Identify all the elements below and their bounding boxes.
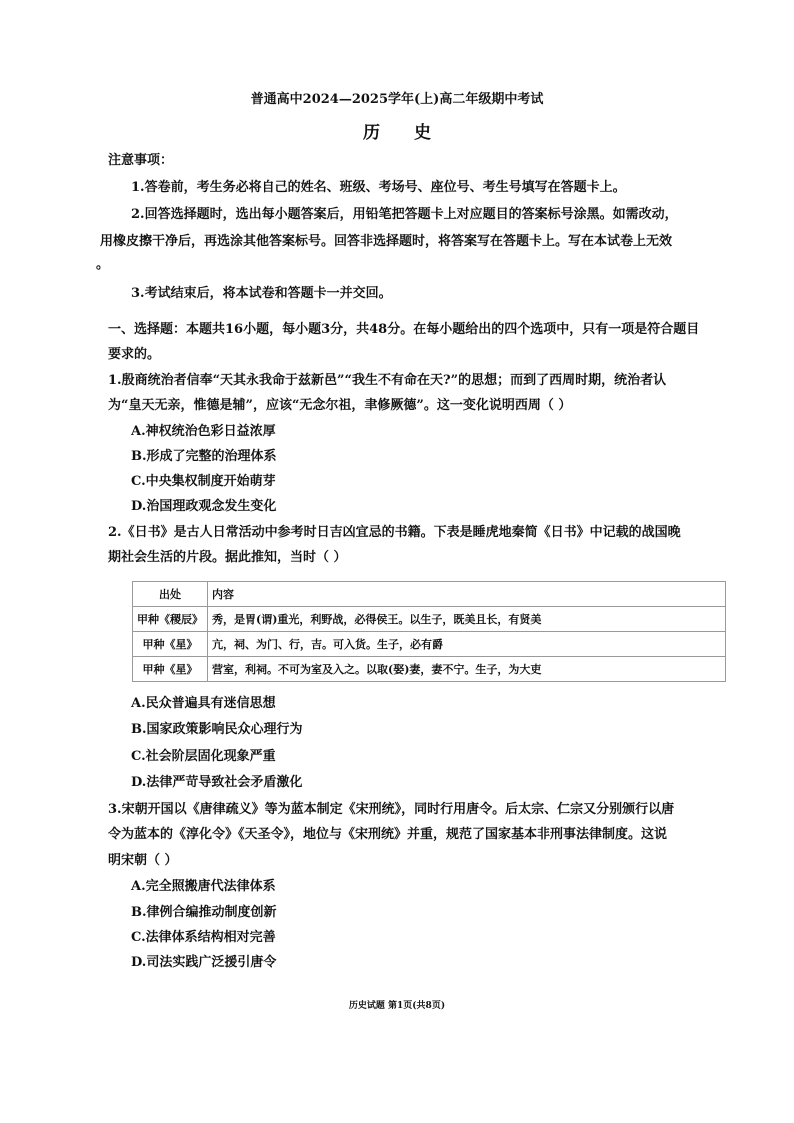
question-2-table	[132, 581, 726, 682]
table-cell-content: 营室，利祠。不可为室及入之。以取(娶)妻，妻不宁。生子，为大吏	[208, 657, 726, 682]
notice-item-2-line-3: 。	[96, 257, 110, 272]
table-cell-source: 甲种《稷辰》	[133, 607, 208, 632]
table-row	[133, 607, 726, 632]
question-1-stem-line-1: 1.殷商统治者信奉“天其永我命于兹新邑”“我生不有命在天?”的思想；而到了西周时期，统治者认	[108, 373, 667, 388]
question-2-option-b: B.国家政策影响民众心理行为	[131, 722, 303, 737]
question-1-option-d: D.治国理政观念发生变化	[131, 499, 277, 514]
question-3-option-d: D.司法实践广泛援引唐令	[131, 955, 277, 970]
page-footer: 历史试题 第1页(共8页)	[348, 1001, 446, 1011]
table-row	[133, 632, 726, 657]
question-1-stem-line-2: 为“皇天无亲，惟德是辅”，应该“无念尔祖，聿修厥德”。这一变化说明西周（ ）	[108, 398, 572, 413]
table-header-content: 内容	[208, 582, 726, 607]
notice-item-1: 1.答卷前，考生务必将自己的姓名、班级、考场号、座位号、考生号填写在答题卡上。	[131, 180, 626, 195]
question-2-option-a: A.民众普遍具有迷信思想	[131, 696, 276, 711]
question-1-option-a: A.神权统治色彩日益浓厚	[131, 424, 276, 439]
table-cell-source: 甲种《星》	[133, 632, 208, 657]
question-3-stem-line-2: 令为蓝本的《淳化令》《天圣令》，地位与《宋刑统》并重，规范了国家基本非刑事法律制度。这说	[108, 827, 668, 842]
notice-item-3: 3.考试结束后，将本试卷和答题卡一并交回。	[131, 286, 392, 301]
question-3-stem-line-1: 3.宋朝开国以《唐律疏义》等为蓝本制定《宋刑统》，同时行用唐令。后太宗、仁宗又分别颁行以唐	[108, 802, 675, 817]
question-1-option-c: C.中央集权制度开始萌芽	[131, 474, 276, 489]
table-header-source: 出处	[133, 582, 208, 607]
table-cell-content: 亢，祠、为门、行，吉。可入货。生子，必有爵	[208, 632, 726, 657]
exam-title: 普通高中2024—2025学年(上)高二年级期中考试	[250, 92, 544, 107]
question-2-option-d: D.法律严苛导致社会矛盾激化	[131, 775, 303, 790]
question-2-option-c: C.社会阶层固化现象严重	[131, 749, 276, 764]
question-2-stem-line-2: 期社会生活的片段。据此推知，当时（ ）	[108, 550, 347, 565]
section-1-line-1: 一、选择题：本题共16小题，每小题3分，共48分。在每小题给出的四个选项中，只有一项是符合题目	[108, 322, 700, 337]
question-3-stem-line-3: 明宋朝（ ）	[108, 853, 178, 868]
table-header-row	[133, 582, 726, 607]
notice-item-2-line-2: 用橡皮擦干净后，再选涂其他答案标号。回答非选择题时，将答案写在答题卡上。写在本试卷上无效	[100, 234, 673, 249]
question-3-option-b: B.律例合编推动制度创新	[131, 905, 277, 920]
question-1-option-b: B.形成了完整的治理体系	[131, 449, 277, 464]
question-2-stem-line-1: 2.《日书》是古人日常活动中参考时日吉凶宜忌的书籍。下表是睡虎地秦简《日书》中记载的战国晚	[108, 525, 681, 540]
question-3-option-c: C.法律体系结构相对完善	[131, 930, 276, 945]
notice-item-2-line-1: 2.回答选择题时，选出每小题答案后，用铅笔把答题卡上对应题目的答案标号涂黑。如需改动，	[131, 207, 678, 222]
table-cell-source: 甲种《星》	[133, 657, 208, 682]
question-3-option-a: A.完全照搬唐代法律体系	[131, 879, 276, 894]
table-cell-content: 秀，是胃(谓)重光，利野战，必得侯王。以生子，既美且长，有贤美	[208, 607, 726, 632]
table-row	[133, 657, 726, 682]
notice-heading: 注意事项：	[108, 153, 174, 168]
subject-title: 历史	[363, 123, 465, 143]
section-1-line-2: 要求的。	[108, 347, 161, 362]
